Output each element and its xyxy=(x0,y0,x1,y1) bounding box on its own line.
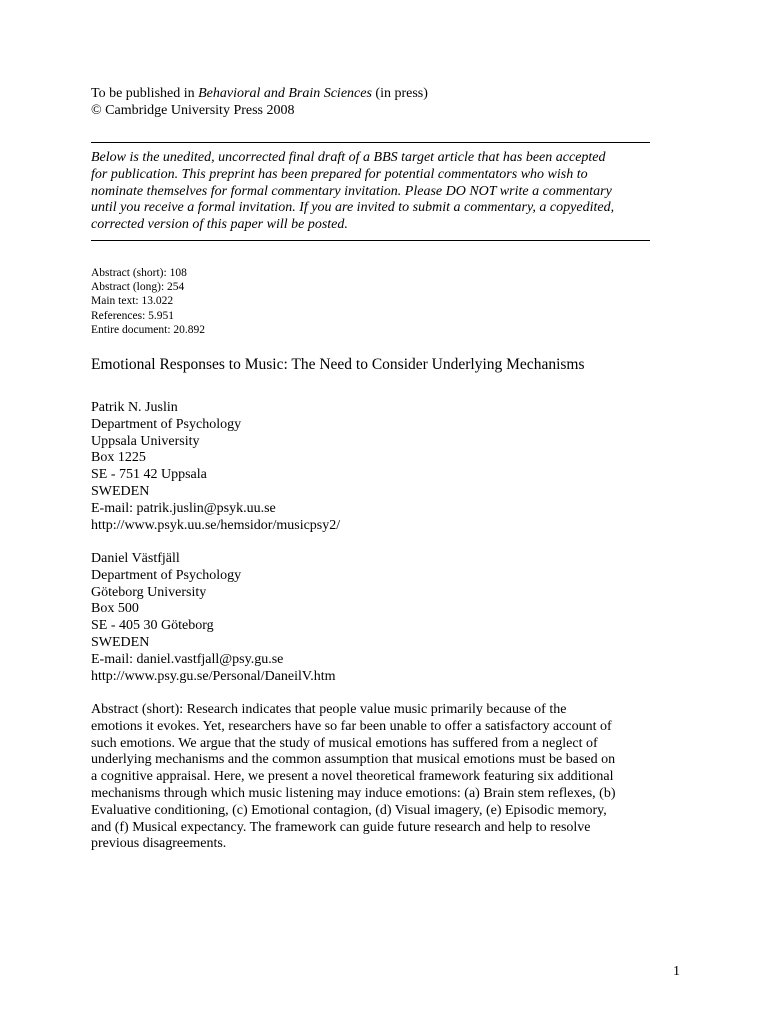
notice-line: corrected version of this paper will be posted. xyxy=(91,217,348,233)
word-count-entire-document: Entire document: 20.892 xyxy=(91,323,206,336)
preprint-notice xyxy=(91,150,676,234)
publication-prefix: To be published in xyxy=(91,86,199,101)
word-count-abstract-long: Abstract (long): 254 xyxy=(91,281,185,294)
author-block xyxy=(91,551,681,685)
publication-info xyxy=(91,86,681,120)
author-name: Daniel Västfjäll xyxy=(91,551,180,566)
abstract-line: mechanisms through which music listening may induce emotions: (a) Brain stem reflexes, (b) xyxy=(91,785,616,801)
copyright-line: © Cambridge University Press 2008 xyxy=(91,102,295,118)
journal-name: Behavioral and Brain Sciences xyxy=(198,86,372,101)
author-postal: SE - 751 42 Uppsala xyxy=(91,467,207,483)
author-university: Uppsala University xyxy=(91,433,200,449)
abstract-line: Abstract (short): Research indicates that people value music primarily because of the xyxy=(91,702,567,717)
notice-line: for publication. This preprint has been prepared for potential commentators who wish to xyxy=(91,166,588,182)
word-counts xyxy=(91,266,681,337)
abstract-line: emotions it evokes. Yet, researchers have so far been unable to offer a satisfactory account of xyxy=(91,718,612,734)
abstract-line: previous disagreements. xyxy=(91,836,227,852)
author-url: http://www.psy.gu.se/Personal/DaneilV.htm xyxy=(91,668,336,684)
publication-line xyxy=(91,86,681,103)
word-count-references: References: 5.951 xyxy=(91,309,175,322)
author-block xyxy=(91,400,681,534)
author-name: Patrik N. Juslin xyxy=(91,400,178,415)
notice-line: Below is the unedited, uncorrected final draft of a BBS target article that has been accepted xyxy=(91,150,606,165)
top-divider xyxy=(91,142,650,143)
author-box: Box 1225 xyxy=(91,450,146,466)
author-department: Department of Psychology xyxy=(91,416,242,432)
author-email: E-mail: daniel.vastfjall@psy.gu.se xyxy=(91,651,284,667)
abstract-line: underlying mechanisms and the common assumption that musical emotions must be based on xyxy=(91,752,616,768)
bottom-divider xyxy=(91,240,650,241)
abstract-short xyxy=(91,702,681,853)
author-url: http://www.psyk.uu.se/hemsidor/musicpsy2/ xyxy=(91,517,341,533)
author-postal: SE - 405 30 Göteborg xyxy=(91,618,214,634)
author-box: Box 500 xyxy=(91,601,139,617)
author-university: Göteborg University xyxy=(91,584,207,600)
author-email: E-mail: patrik.juslin@psyk.uu.se xyxy=(91,500,276,516)
word-count-main-text: Main text: 13.022 xyxy=(91,295,174,308)
notice-line: nominate themselves for formal commentary invitation. Please DO NOT write a commentary xyxy=(91,183,612,199)
author-country: SWEDEN xyxy=(91,483,150,499)
abstract-line: and (f) Musical expectancy. The framework can guide future research and help to resolve xyxy=(91,819,591,835)
abstract-line: such emotions. We argue that the study of musical emotions has suffered from a neglect of xyxy=(91,735,598,751)
publication-suffix: (in press) xyxy=(371,86,428,101)
page-number: 1 xyxy=(673,964,680,979)
article-title: Emotional Responses to Music: The Need to Consider Underlying Mechanisms xyxy=(91,356,585,373)
author-country: SWEDEN xyxy=(91,634,150,650)
abstract-line: a cognitive appraisal. Here, we present a novel theoretical framework featuring six additional xyxy=(91,769,614,785)
notice-line: until you receive a formal invitation. If you are invited to submit a commentary, a copyedited, xyxy=(91,200,615,216)
author-department: Department of Psychology xyxy=(91,567,242,583)
abstract-line: Evaluative conditioning, (c) Emotional contagion, (d) Visual imagery, (e) Episodic memory, xyxy=(91,802,607,818)
word-count-abstract-short: Abstract (short): 108 xyxy=(91,267,187,279)
